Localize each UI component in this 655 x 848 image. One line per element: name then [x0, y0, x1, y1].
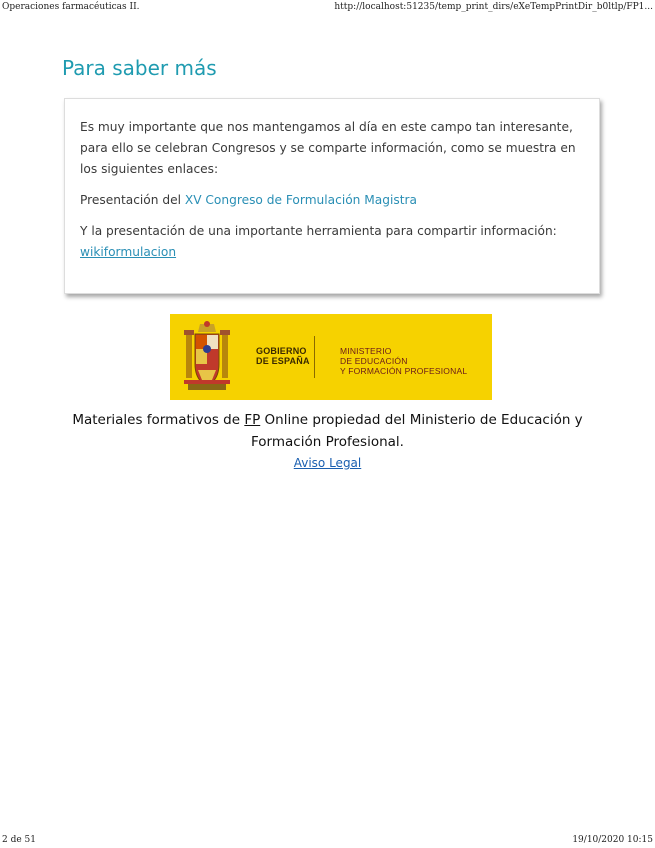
section-title: Para saber más [62, 56, 217, 80]
print-header [0, 0, 655, 16]
aviso-legal-container [0, 456, 655, 470]
coat-of-arms-icon [184, 320, 230, 394]
info-paragraph-wiki [80, 221, 583, 263]
print-footer [0, 832, 655, 848]
aviso-legal-link[interactable]: Aviso Legal [293, 456, 362, 470]
print-header-title: Operaciones farmacéuticas II. [2, 2, 140, 12]
credits-text [60, 409, 595, 453]
gov-line-2: DE ESPAÑA [256, 356, 310, 366]
ministerio-text [340, 346, 467, 376]
gov-line-1: GOBIERNO [256, 346, 307, 356]
info-paragraph-intro: Es muy importante que nos mantengamos al día en este campo tan interesante, para ello se celebran Congresos y se comparte información, como se muestra en los siguientes enlaces: [80, 120, 576, 176]
min-line-2: DE EDUCACIÓN [340, 356, 408, 366]
credits-suffix: Online propiedad del Ministerio de Educación y Formación Profesional. [251, 412, 583, 450]
logo-divider [314, 336, 315, 378]
wiki-prefix: Y la presentación de una importante herramienta para compartir información: [80, 224, 557, 238]
print-datetime: 19/10/2020 10:15 [572, 835, 653, 845]
info-paragraph-congress [80, 190, 583, 211]
wikiformulacion-link[interactable]: wikiformulacion [80, 245, 177, 259]
min-line-1: MINISTERIO [340, 346, 392, 356]
info-box [64, 98, 600, 294]
congress-prefix: Presentación del [80, 193, 185, 207]
credits-prefix: Materiales formativos de [72, 412, 245, 428]
congress-link[interactable]: XV Congreso de Formulación Magistra [184, 193, 417, 207]
gobierno-text [256, 346, 310, 366]
print-header-url: http://localhost:51235/temp_print_dirs/eXeTempPrintDir_b0ltlp/FP1... [334, 2, 653, 12]
min-line-3: Y FORMACIÓN PROFESIONAL [340, 366, 468, 376]
fp-abbr: FP [244, 412, 261, 428]
page-counter: 2 de 51 [2, 835, 36, 845]
ministry-logo [170, 314, 492, 400]
